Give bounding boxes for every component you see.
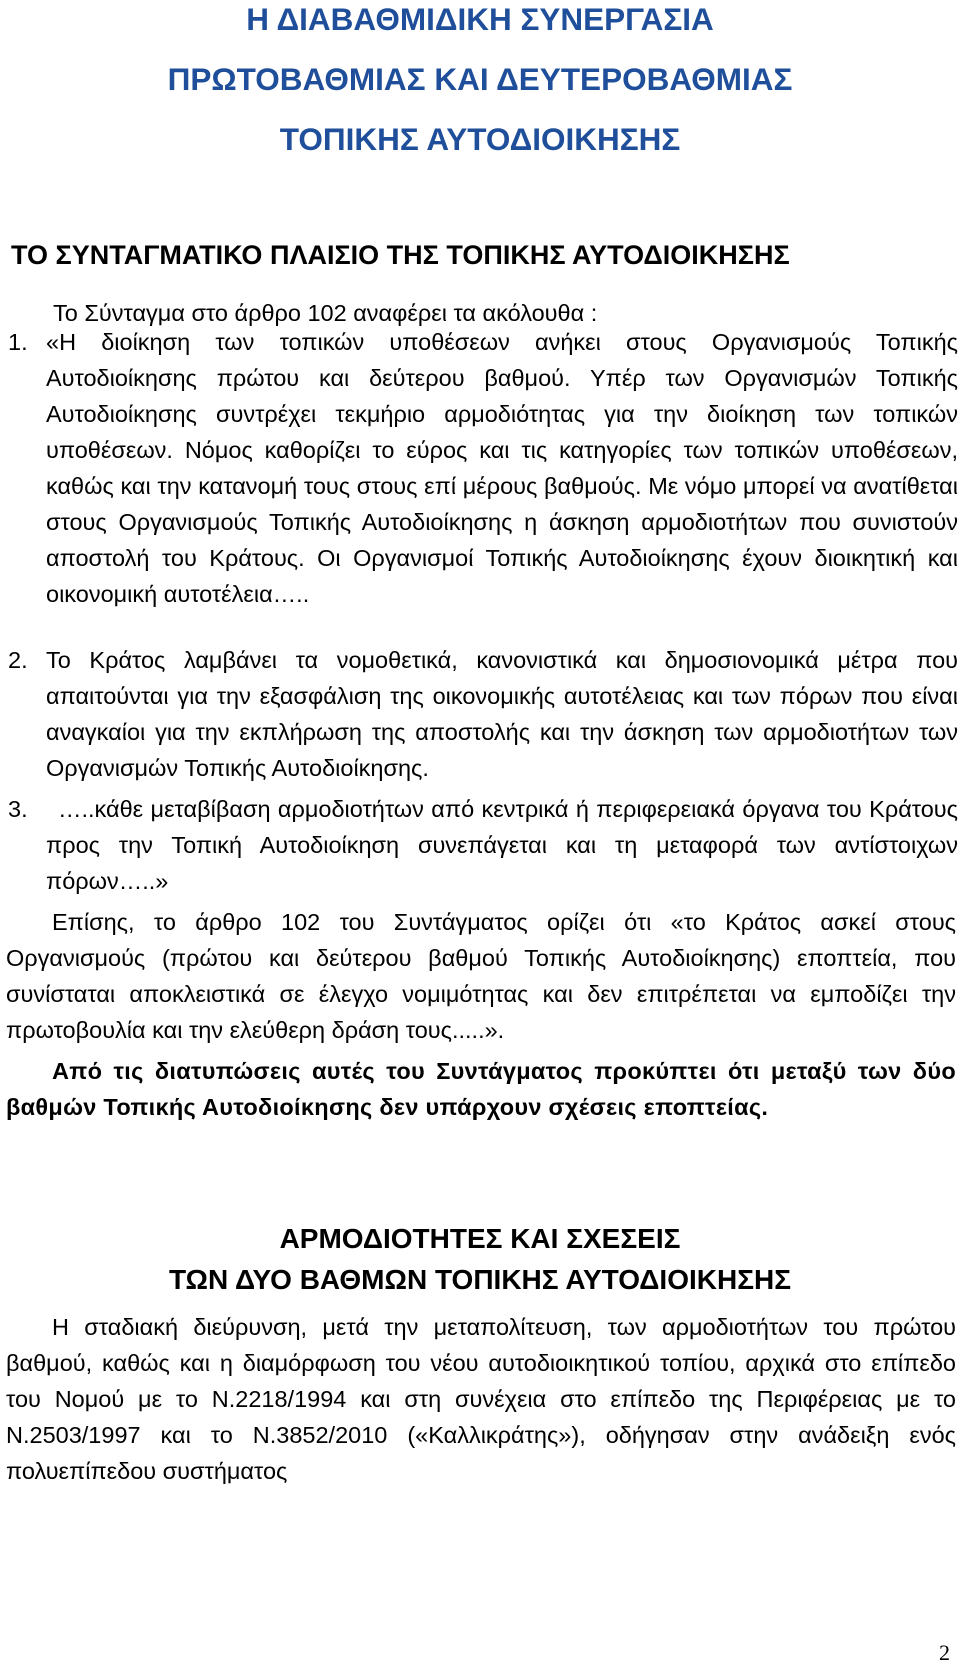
title-line-1: Η ΔΙΑΒΑΘΜΙΔΙΚΗ ΣΥΝΕΡΓΑΣΙΑ	[246, 1, 714, 37]
document-title	[0, 0, 960, 180]
list-item-number: 3.	[8, 796, 28, 822]
constitution-paragraph: Επίσης, το άρθρο 102 του Συντάγματος ορίζει ότι «το Κράτος ασκεί στους Οργανισμούς (πρώτου και δεύτερου βαθμού Τοπικής Αυτοδιοίκησης) εποπτεία, που συνίσταται αποκλειστικά σε έλεγχο νομιμότητας και δεν επιτρέπεται να εμποδίζει την πρωτοβουλία και την ελεύθερη δράση τους.....».	[6, 909, 956, 1043]
page-number: 2	[939, 1640, 950, 1665]
section-2-heading	[0, 1218, 960, 1300]
title-line-3: ΤΟΠΙΚΗΣ ΑΥΤΟΔΙΟΙΚΗΣΗΣ	[279, 121, 681, 157]
list-item-text: «Η διοίκηση των τοπικών υποθέσεων ανήκει στους Οργανισμούς Τοπικής Αυτοδιοίκησης πρώτου και δεύτερου βαθμού. Υπέρ των Οργανισμών Τοπικής Αυτοδιοίκησης συντρέχει τεκμήριο αρμοδιότητας για την διοίκηση των τοπικών υποθέσεων. Νόμος καθορίζει το εύρος και τις κατηγορίες των τοπικών υποθέσεων, καθώς και την κατανομή τους στους επί μέρους βαθμούς. Με νόμο μπορεί να ανατίθεται στους Οργανισμούς Τοπικής Αυτοδιοίκησης η άσκηση αρμοδιοτήτων που συνιστούν αποστολή του Κράτους. Οι Οργανισμοί Τοπικής Αυτοδιοίκησης έχουν διοικητική και οικονομική αυτοτέλεια…..	[46, 329, 958, 607]
section-1-intro: Το Σύνταγμα στο άρθρο 102 αναφέρει τα ακόλουθα :	[53, 300, 598, 326]
section-2-heading-line-2: ΤΩΝ ΔΥΟ ΒΑΘΜΩΝ ΤΟΠΙΚΗΣ ΑΥΤΟΔΙΟΙΚΗΣΗΣ	[168, 1264, 792, 1295]
title-line-2: ΠΡΩΤΟΒΑΘΜΙΑΣ ΚΑΙ ΔΕΥΤΕΡΟΒΑΘΜΙΑΣ	[167, 61, 793, 97]
list-item	[8, 791, 958, 899]
list-item-text: Το Κράτος λαμβάνει τα νομοθετικά, κανονιστικά και δημοσιονομικά μέτρα που απαιτούνται για την εξασφάλιση της οικονομικής αυτοτέλειας και των πόρων που είναι αναγκαίοι για την εκπλήρωση της αποστολής και την άσκηση των αρμοδιοτήτων των Οργανισμών Τοπικής Αυτοδιοίκησης.	[46, 647, 958, 781]
list-item	[8, 642, 958, 786]
list-item	[8, 324, 958, 612]
list-item-number: 2.	[8, 647, 28, 673]
list-item-text: …..κάθε μεταβίβαση αρμοδιοτήτων από κεντρικά ή περιφερειακά όργανα του Κράτους προς την Τοπική Αυτοδιοίκηση συνεπάγεται και τη μεταφορά των αντίστοιχων πόρων…..»	[46, 796, 958, 894]
section-2-paragraph: Η σταδιακή διεύρυνση, μετά την μεταπολίτευση, των αρμοδιοτήτων του πρώτου βαθμού, καθώς και η διαμόρφωση του νέου αυτοδιοικητικού τοπίου, αρχικά στο επίπεδο του Νομού με το Ν.2218/1994 και στη συνέχεια στο επίπεδο της Περιφέρειας με το Ν.2503/1997 και το Ν.3852/2010 («Καλλικράτης»), οδήγησαν στην ανάδειξη ενός πολυεπίπεδου συστήματος	[6, 1314, 956, 1484]
section-2-heading-line-1: ΑΡΜΟΔΙΟΤΗΤΕΣ ΚΑΙ ΣΧΕΣΕΙΣ	[279, 1223, 681, 1254]
list-item-number: 1.	[8, 329, 28, 355]
conclusion-paragraph: Από τις διατυπώσεις αυτές του Συντάγματος προκύπτει ότι μεταξύ των δύο βαθμών Τοπικής Αυτοδιοίκησης δεν υπάρχουν σχέσεις εποπτείας.	[6, 1058, 956, 1120]
section-1-heading: ΤΟ ΣΥΝΤΑΓΜΑΤΙΚΟ ΠΛΑΙΣΙΟ ΤΗΣ ΤΟΠΙΚΗΣ ΑΥΤΟΔΙΟΙΚΗΣΗΣ	[11, 240, 790, 270]
